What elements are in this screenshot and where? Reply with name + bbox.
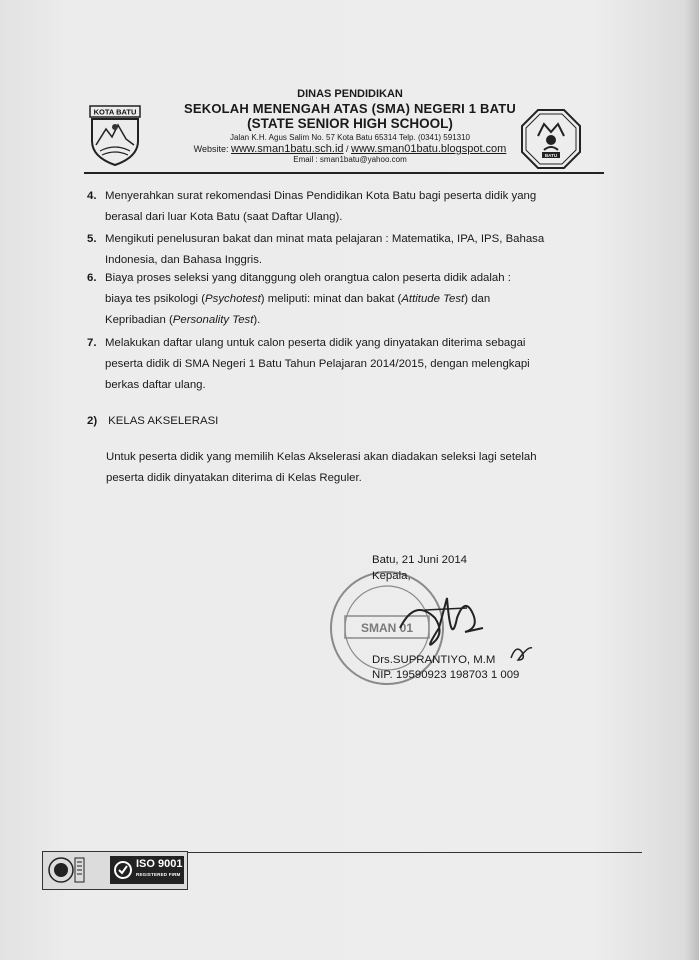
item-number: 7.	[87, 337, 97, 349]
text-run-italic: Attitude Test	[401, 293, 465, 305]
item-number: 6.	[87, 272, 97, 284]
item-text-line	[105, 310, 617, 331]
paragraph-line: peserta didik dinyatakan diterima di Kelas Reguler.	[106, 472, 362, 484]
header-website	[160, 143, 540, 155]
header-line1: DINAS PENDIDIKAN	[297, 88, 403, 100]
website-link-1[interactable]: www.sman1batu.sch.id	[231, 143, 344, 155]
item-text-line: peserta didik di SMA Negeri 1 Batu Tahun Pelajaran 2014/2015, dengan melengkapi	[105, 358, 530, 370]
list-item-7	[87, 333, 617, 396]
section-title: KELAS AKSELERASI	[108, 415, 219, 427]
header-address: Jalan K.H. Agus Salim No. 57 Kota Batu 65314 Telp. (0341) 591310	[229, 133, 470, 142]
header-school-english: (STATE SENIOR HIGH SCHOOL)	[247, 116, 453, 131]
text-run-italic: Psychotest	[205, 293, 261, 305]
text-run: ) meliputi: minat dan bakat (	[260, 293, 402, 305]
kota-batu-logo	[88, 105, 142, 167]
page-edge-shadow	[685, 0, 699, 960]
website-separator: /	[343, 144, 352, 154]
paragraph-line: Untuk peserta didik yang memilih Kelas Akselerasi akan diadakan seleksi lagi setelah	[106, 451, 537, 463]
text-run-italic: Personality Test	[172, 314, 254, 326]
sma-negeri-1-batu-logo	[520, 108, 582, 170]
initial-mark	[508, 640, 534, 664]
iso-sub-label: REGISTERED FIRM	[136, 872, 181, 877]
section-heading	[87, 415, 218, 427]
item-text-line: Indonesia, dan Bahasa Inggris.	[105, 254, 263, 266]
item-number: 4.	[87, 190, 97, 202]
item-text-line	[105, 289, 617, 310]
list-item-4	[87, 186, 617, 228]
text-run: Kepribadian (	[105, 314, 173, 326]
item-text-line: Mengikuti penelusuran bakat dan minat mata pelajaran : Matematika, IPA, IPS, Bahasa	[105, 233, 545, 245]
logo-left-text: KOTA BATU	[93, 107, 137, 117]
header-divider	[84, 172, 604, 174]
signature-role: Kepala,	[372, 570, 411, 582]
certification-seal-icon	[47, 856, 85, 884]
item-text-line: Biaya proses seleksi yang ditanggung oleh orangtua calon peserta didik adalah :	[105, 272, 511, 284]
website-label: Website:	[193, 144, 229, 154]
iso-label: ISO 9001	[136, 858, 183, 870]
item-text-line: Melakukan daftar ulang untuk calon peserta didik yang dinyatakan diterima sebagai	[105, 337, 526, 349]
list-item-6	[87, 268, 617, 331]
item-number: 5.	[87, 233, 97, 245]
text-run: ) dan	[464, 293, 491, 305]
item-text-line: berasal dari luar Kota Batu (saat Daftar Ulang).	[105, 211, 343, 223]
stamp-text: SMAN 01	[360, 621, 414, 635]
signatory-nip: NIP. 19590923 198703 1 009	[372, 669, 520, 681]
signatory-name: Drs.SUPRANTIYO, M.M	[372, 654, 496, 666]
text-run: biaya tes psikologi (	[105, 293, 206, 305]
handwritten-signature	[395, 588, 485, 658]
header-email: Email : sman1batu@yahoo.com	[293, 155, 407, 164]
section-number: 2)	[87, 415, 98, 427]
header-school-name: SEKOLAH MENENGAH ATAS (SMA) NEGERI 1 BATU	[183, 101, 516, 116]
svg-text:BATU: BATU	[544, 153, 558, 158]
list-item-5	[87, 229, 617, 271]
item-text-line: berkas daftar ulang.	[105, 379, 206, 391]
iso-9001-badge	[110, 856, 184, 884]
item-text-line: Menyerahkan surat rekomendasi Dinas Pendidikan Kota Batu bagi peserta didik yang	[105, 190, 537, 202]
text-run: ).	[253, 314, 261, 326]
signature-place-date: Batu, 21 Juni 2014	[372, 554, 467, 566]
website-link-2[interactable]: www.sman01batu.blogspot.com	[351, 143, 507, 155]
iso-emblem-icon	[113, 859, 133, 881]
section-paragraph	[106, 447, 616, 489]
